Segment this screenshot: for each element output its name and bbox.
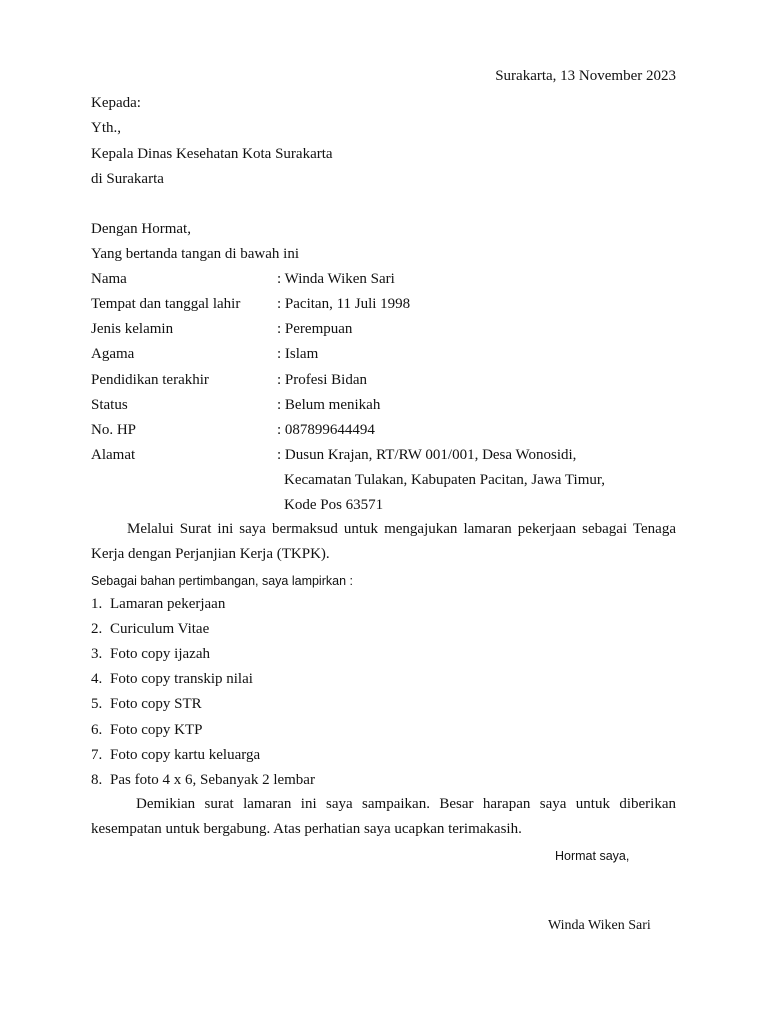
recipient-yth: Yth., <box>91 120 121 136</box>
identity-label: Agama <box>91 346 135 362</box>
list-item: 4. Foto copy transkip nilai <box>91 671 253 687</box>
body-paragraph: Melalui Surat ini saya bermaksud untuk mengajukan lamaran pekerjaan sebagai Tenaga Kerja dengan Perjanjian Kerja (TKPK). <box>91 521 676 562</box>
intro-text: Yang bertanda tangan di bawah ini <box>91 246 300 262</box>
identity-value: : Perempuan <box>277 321 353 337</box>
greeting: Dengan Hormat, <box>91 221 191 237</box>
identity-value: : Profesi Bidan <box>277 372 367 388</box>
attachments-intro: Sebagai bahan pertimbangan, saya lampirkan : <box>91 574 353 588</box>
list-item: 2. Curiculum Vitae <box>91 621 210 637</box>
recipient-place: di Surakarta <box>91 171 164 187</box>
identity-label: Jenis kelamin <box>91 321 174 337</box>
identity-label: Pendidikan terakhir <box>91 372 209 388</box>
list-item: 3. Foto copy ijazah <box>91 646 210 662</box>
identity-value: : Pacitan, 11 Juli 1998 <box>277 296 411 312</box>
identity-value: : Winda Wiken Sari <box>277 271 395 287</box>
identity-label: Alamat <box>91 447 136 463</box>
identity-label: Status <box>91 397 128 413</box>
identity-label: Tempat dan tanggal lahir <box>91 296 241 312</box>
identity-value: : Islam <box>277 346 319 362</box>
identity-value: : Belum menikah <box>277 397 381 413</box>
signature-name: Winda Wiken Sari <box>548 918 651 933</box>
closing-paragraph: Demikian surat lamaran ini saya sampaikan. Besar harapan saya untuk diberikan kesempatan untuk bergabung. Atas perhatian saya ucapkan terimakasih. <box>91 796 676 837</box>
identity-label: No. HP <box>91 422 137 438</box>
recipient-to: Kepada: <box>91 95 141 111</box>
address-continued: Kode Pos 63571 <box>284 497 384 513</box>
list-item: 7. Foto copy kartu keluarga <box>91 747 261 763</box>
identity-value: : 087899644494 <box>277 422 375 438</box>
closing-salutation: Hormat saya, <box>555 849 630 863</box>
list-item: 6. Foto copy KTP <box>91 722 203 738</box>
list-item: 8. Pas foto 4 x 6, Sebanyak 2 lembar <box>91 772 315 788</box>
identity-value: : Dusun Krajan, RT/RW 001/001, Desa Wonosidi, <box>277 447 577 463</box>
place-date: Surakarta, 13 November 2023 <box>495 68 676 84</box>
list-item: 1. Lamaran pekerjaan <box>91 596 226 612</box>
list-item: 5. Foto copy STR <box>91 696 202 712</box>
identity-label: Nama <box>91 271 127 287</box>
recipient-name: Kepala Dinas Kesehatan Kota Surakarta <box>91 146 333 162</box>
address-continued: Kecamatan Tulakan, Kabupaten Pacitan, Jawa Timur, <box>284 472 606 488</box>
